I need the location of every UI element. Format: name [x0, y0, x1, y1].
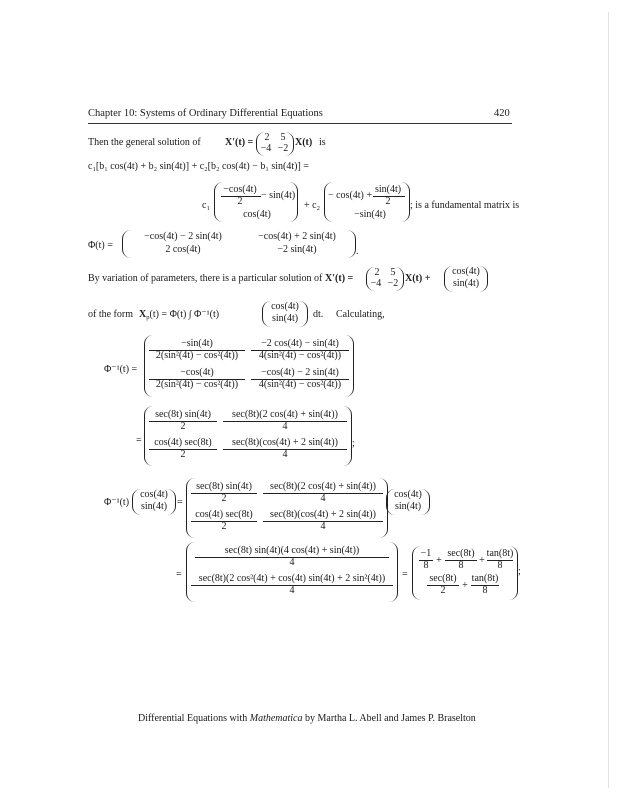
frac-num: −cos(4t)	[223, 184, 257, 195]
frac-den: 8	[458, 560, 464, 571]
calculating-text: Calculating,	[336, 309, 385, 320]
frac-num: sec(8t) sin(4t)	[196, 481, 252, 492]
frac-den: 4	[282, 421, 288, 432]
frac-den: 4	[320, 493, 326, 504]
frac-num: sin(4t)	[374, 184, 402, 195]
c2-vector	[324, 182, 410, 222]
frac-den: 4(sin²(4t) − cos²(4t))	[258, 379, 342, 390]
c1-label: c₁	[202, 200, 210, 211]
matrix-entry: − sin(4t)	[261, 190, 296, 201]
product-matrix	[186, 478, 388, 538]
matrix-entry: −4	[260, 143, 272, 154]
product-eq: =	[177, 497, 183, 508]
variation-x-prime: X′(t) =	[325, 273, 354, 284]
line1-x-t	[295, 137, 312, 148]
forcing-vector	[444, 266, 488, 292]
sec-matrix-eq: =	[136, 435, 142, 446]
matrix-entry: cos(4t)	[452, 266, 480, 277]
sec-matrix	[144, 406, 352, 466]
matrix-entry: sin(4t)	[452, 278, 480, 289]
frac-num: sec(8t)	[429, 573, 457, 584]
plus-sign: +	[479, 555, 485, 566]
matrix-entry: 5	[390, 267, 396, 278]
frac-den: 4	[282, 449, 288, 460]
matrix-entry: −4	[370, 278, 382, 289]
page-edge	[608, 12, 609, 788]
matrix-entry: −cos(4t) − 2 sin(4t)	[144, 231, 222, 242]
frac-num: sec(8t)(cos(4t) + 2 sin(4t))	[232, 437, 338, 448]
sec-matrix-end: ;	[352, 438, 355, 449]
general-solution-line: c₁[b₁ cos(4t) + b₂ sin(4t)] + c₂[b₂ cos(4t) − b₁ sin(4t)] =	[88, 161, 309, 172]
frac-num: cos(4t) sec(8t)	[195, 509, 253, 520]
x-of-t: X(t)	[295, 137, 313, 148]
phi-matrix	[122, 230, 356, 258]
plus-sign: +	[462, 580, 468, 591]
xp-expression	[139, 309, 219, 321]
plus-sign: +	[436, 555, 442, 566]
frac-den: 4	[289, 585, 295, 596]
frac-den: 8	[423, 560, 429, 571]
simplified-vector	[412, 546, 518, 600]
variation-coef-matrix	[366, 267, 404, 291]
c2-label: + c₂	[304, 200, 321, 211]
xp-integral: (t) = Φ(t) ∫ Φ⁻¹(t)	[149, 309, 220, 320]
xp-symbol: X	[139, 309, 147, 320]
phi-inverse-label: Φ⁻¹(t) =	[104, 364, 138, 375]
matrix-entry: cos(4t)	[243, 209, 271, 220]
frac-den: 4	[320, 521, 326, 532]
frac-den: 2	[237, 196, 243, 207]
line1-x-prime: X′(t) =	[225, 137, 254, 148]
line1-coef-matrix	[256, 132, 294, 156]
matrix-entry: 2	[374, 267, 380, 278]
c1-vector	[214, 182, 298, 222]
variation-x-t: X(t) +	[405, 273, 431, 284]
result-vector	[186, 542, 398, 602]
matrix-entry: sin(4t)	[394, 501, 422, 512]
frac-den: 2	[385, 196, 391, 207]
product-left-vector	[132, 489, 176, 515]
matrix-entry: 2	[264, 132, 270, 143]
matrix-entry: cos(4t)	[271, 301, 299, 312]
frac-den: 8	[497, 560, 503, 571]
line1-text-after: is	[319, 137, 326, 148]
frac-num: cos(4t) sec(8t)	[154, 437, 212, 448]
matrix-entry: sin(4t)	[140, 501, 168, 512]
result-eq: =	[176, 569, 182, 580]
footer-book-title: Mathematica	[249, 713, 303, 724]
frac-num: sec(8t)(2 cos(4t) + sin(4t))	[232, 409, 338, 420]
frac-num: tan(8t)	[486, 548, 514, 559]
frac-num: tan(8t)	[471, 573, 499, 584]
phi-end: .	[356, 246, 359, 257]
frac-num: −sin(4t)	[181, 338, 213, 349]
frac-den: 2	[440, 585, 446, 596]
result-eq2: =	[402, 569, 408, 580]
frac-den: 2(sin²(4t) − cos²(4t))	[155, 350, 239, 361]
footer-prefix: Differential Equations with	[138, 713, 248, 724]
matrix-entry: −cos(4t) + 2 sin(4t)	[258, 231, 336, 242]
frac-den: 2	[180, 421, 186, 432]
xp-subscript: p	[146, 314, 150, 321]
frac-num: sec(8t)(2 cos(4t) + sin(4t))	[270, 481, 376, 492]
frac-den: 4(sin²(4t) − cos²(4t))	[258, 350, 342, 361]
matrix-entry: 5	[280, 132, 286, 143]
chapter-title: Chapter 10: Systems of Ordinary Differential Equations	[88, 108, 323, 119]
product-right-vector	[386, 489, 430, 515]
dt-text: dt.	[313, 309, 324, 320]
frac-num: −1	[420, 548, 432, 559]
phi-inverse-matrix	[144, 335, 354, 397]
fundamental-matrix-text: ; is a fundamental matrix is	[410, 200, 520, 211]
frac-den: 4	[289, 557, 295, 568]
frac-num: sec(8t)	[447, 548, 475, 559]
frac-num: −2 cos(4t) − sin(4t)	[261, 338, 339, 349]
frac-num: sec(8t) sin(4t)	[155, 409, 211, 420]
footer	[138, 713, 476, 724]
frac-den: 2	[221, 493, 227, 504]
matrix-entry: − cos(4t) +	[327, 190, 373, 201]
frac-num: −cos(4t)	[180, 367, 214, 378]
matrix-entry: cos(4t)	[394, 489, 422, 500]
matrix-entry: sin(4t)	[271, 313, 299, 324]
footer-authors: by Martha L. Abell and James P. Braselton	[305, 713, 476, 724]
integral-vector	[262, 301, 308, 327]
matrix-entry: −2	[277, 143, 289, 154]
frac-num: sec(8t)(cos(4t) + 2 sin(4t))	[270, 509, 376, 520]
matrix-entry: −2	[387, 278, 399, 289]
product-label: Φ⁻¹(t)	[104, 497, 130, 508]
form-text: of the form	[88, 309, 133, 320]
frac-den: 2	[221, 521, 227, 532]
header-rule	[88, 123, 512, 124]
variation-text: By variation of parameters, there is a particular solution of	[88, 273, 323, 284]
page-number: 420	[494, 108, 510, 119]
matrix-entry: −sin(4t)	[354, 209, 386, 220]
matrix-entry: 2 cos(4t)	[165, 244, 201, 255]
frac-num: sec(8t) sin(4t)(4 cos(4t) + sin(4t))	[224, 545, 360, 556]
matrix-entry: cos(4t)	[140, 489, 168, 500]
frac-num: sec(8t)(2 cos²(4t) + cos(4t) sin(4t) + 2 sin²(4t))	[198, 573, 386, 584]
line1-text-before: Then the general solution of	[88, 137, 201, 148]
frac-num: −cos(4t) − 2 sin(4t)	[261, 367, 339, 378]
phi-label: Φ(t) =	[88, 240, 113, 251]
frac-den: 8	[482, 585, 488, 596]
frac-den: 2(sin²(4t) − cos²(4t))	[155, 379, 239, 390]
matrix-entry: −2 sin(4t)	[277, 244, 317, 255]
result-end: ;	[518, 566, 521, 577]
frac-den: 2	[180, 449, 186, 460]
